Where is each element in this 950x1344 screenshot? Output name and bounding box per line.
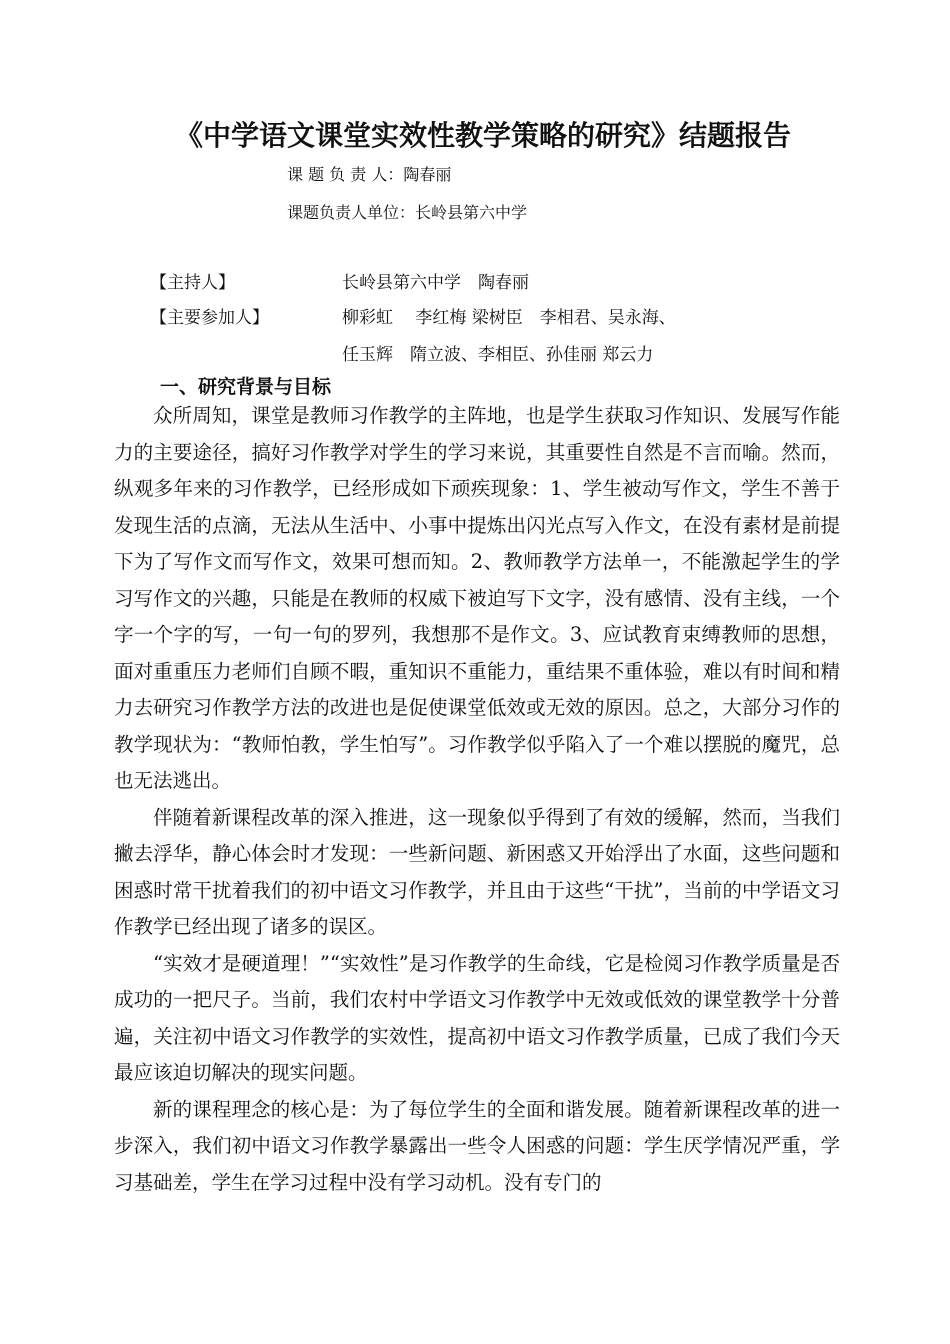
host-value: 长岭县第六中学 陶春丽	[342, 273, 529, 293]
paragraph: 众所周知，课堂是教师习作教学的主阵地，也是学生获取习作知识、发展写作能力的主要途径，搞好习作教学对学生的学习来说，其重要性自然是不言而喻。然而，纵观多年来的习作教学，已经形成如下顽疾现象：1、学生被动写作文，学生不善于发现生活的点滴，无法从生活中、小事中提炼出闪光点写入作文，在没有素材是前提下为了写作文而写作文，效果可想而知。2、教师教学方法单一，不能激起学生的学习写作文的兴趣，只能是在教师的权威下被迫写下文字，没有感情、没有主线，一个字一个字的写，一句一句的罗列，我想那不是作文。3、应试教育束缚教师的思想，面对重重压力老师们自顾不暇，重知识不重能力，重结果不重体验，难以有时间和精力去研究习作教学方法的改进也是促使课堂低效或无效的原因。总之，大部分习作的教学现状为：“教师怕教，学生怕写”。习作教学似乎陷入了一个难以摆脱的魔咒，总也无法逃出。	[114, 404, 840, 792]
participants-line-1: 柳彩虹 李红梅 梁树臣 李相君、吴永海、	[342, 308, 676, 328]
project-leader-line: 课 题 负 责 人：陶春丽	[287, 165, 452, 184]
paragraph: 新的课程理念的核心是：为了每位学生的全面和谐发展。随着新课程改革的进一步深入，我们初中语文习作教学暴露出一些令人困惑的问题：学生厌学情况严重，学习基础差，学生在学习过程中没有学习动机。没有专门的	[114, 1097, 840, 1194]
paragraph: 伴随着新课程改革的深入推进，这一现象似乎得到了有效的缓解，然而，当我们撇去浮华，静心体会时才发现：一些新问题、新困惑又开始浮出了水面，这些问题和困惑时常干扰着我们的初中语文习作教学，并且由于这些“干扰”，当前的中学语文习作教学已经出现了诸多的误区。	[114, 805, 840, 938]
section-heading: 一、研究背景与目标	[160, 376, 332, 398]
host-label: 【主持人】	[150, 273, 235, 293]
participants-line-2: 任玉辉 隋立波、李相臣、孙佳丽 郑云力	[342, 345, 654, 365]
report-title: 《中学语文课堂实效性教学策略的研究》结题报告	[175, 119, 792, 152]
section-body	[114, 398, 840, 1201]
paragraph: “实效才是硬道理！”“实效性”是习作教学的生命线，它是检阅习作教学质量是否成功的一把尺子。当前，我们农村中学语文习作教学中无效或低效的课堂教学十分普遍，关注初中语文习作教学的实效性，提高初中语文习作教学质量，已成了我们今天最应该迫切解决的现实问题。	[114, 951, 840, 1084]
leader-unit-line: 课题负责人单位：长岭县第六中学	[287, 203, 528, 222]
participants-label: 【主要参加人】	[150, 308, 269, 328]
